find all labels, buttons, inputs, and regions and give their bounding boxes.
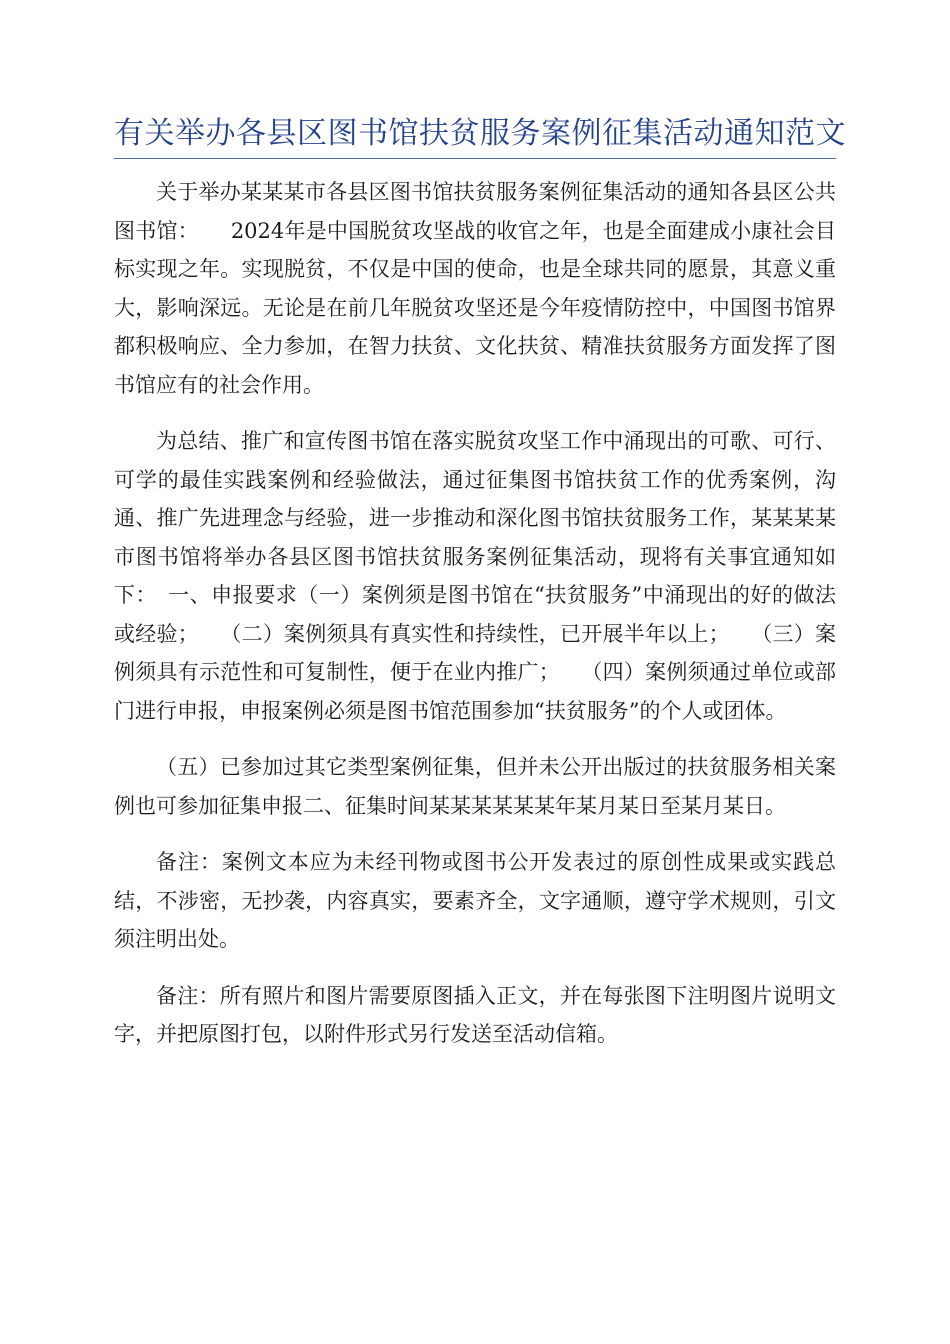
paragraph-note-images: 备注：所有照片和图片需要原图插入正文，并在每张图下注明图片说明文字，并把原图打包，以附件形式另行发送至活动信箱。	[114, 983, 836, 1046]
title-block	[114, 114, 846, 159]
paragraph-requirements: 为总结、推广和宣传图书馆在落实脱贫攻坚工作中涌现出的可歌、可行、可学的最佳实践案例和经验做法，通过征集图书馆扶贫工作的优秀案例，沟通、推广先进理念与经验，进一步推动和深化图书馆扶贫服务工作，某某某某市图书馆将举办各县区图书馆扶贫服务案例征集活动，现将有关事宜通知如下： 一、申报要求（一）案例须是图书馆在“扶贫服务”中涌现出的好的做法或经验； （二）案例须具有真实性和持续性，已开展半年以上； （三）案例须具有示范性和可复制性，便于在业内推广； （四）案例须通过单位或部门进行申报，申报案例必须是图书馆范围参加“扶贫服务”的个人或团体。	[114, 429, 836, 723]
paragraph-item-five: （五）已参加过其它类型案例征集，但并未公开出版过的扶贫服务相关案例也可参加征集申报二、征集时间某某某某某某年某月某日至某月某日。	[114, 755, 836, 818]
document-title: 有关举办各县区图书馆扶贫服务案例征集活动通知范文	[114, 116, 846, 151]
paragraph-note-originality: 备注：案例文本应为未经刊物或图书公开发表过的原创性成果或实践总结，不涉密，无抄袭，内容真实，要素齐全，文字通顺，遵守学术规则，引文须注明出处。	[114, 850, 836, 951]
document-body	[114, 173, 836, 1054]
paragraph-intro: 关于举办某某某市各县区图书馆扶贫服务案例征集活动的通知各县区公共图书馆： 2024年是中国脱贫攻坚战的收官之年，也是全面建成小康社会目标实现之年。实现脱贫，不仅是中国的使命，也是全球共同的愿景，其意义重大，影响深远。无论是在前几年脱贫攻坚还是今年疫情防控中，中国图书馆界都积极响应、全力参加，在智力扶贫、文化扶贫、精准扶贫服务方面发挥了图书馆应有的社会作用。	[114, 180, 836, 397]
